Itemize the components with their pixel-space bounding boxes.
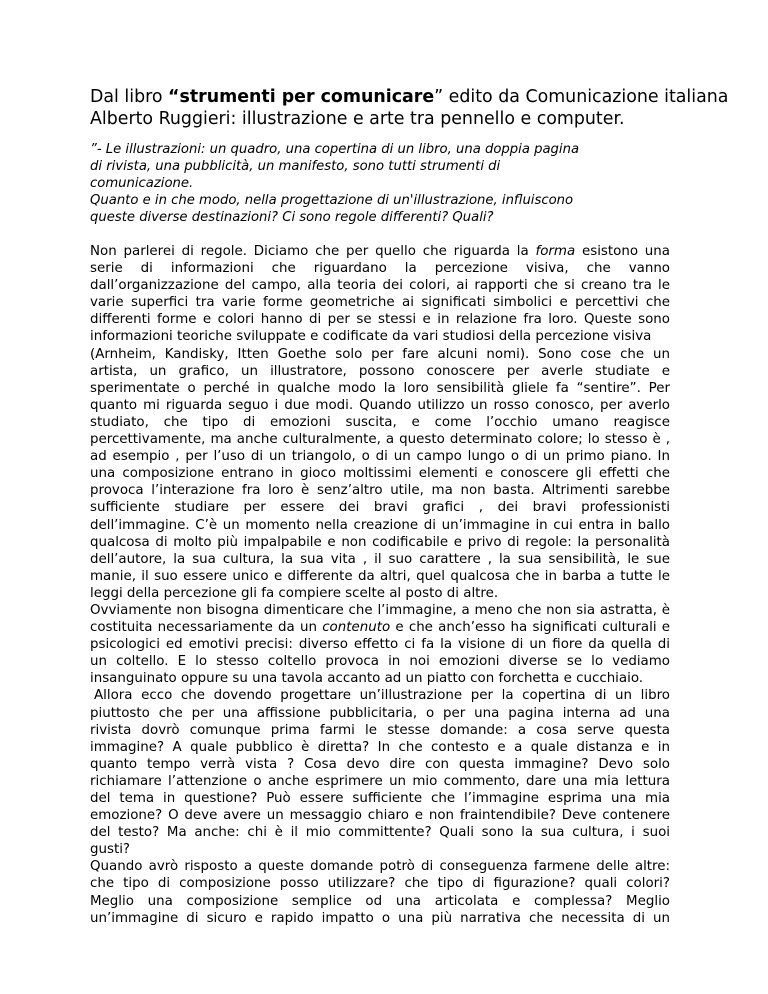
body-line: qualcosa di molto più impalpabile e non codificabile e privo di regole: la personalità xyxy=(90,534,670,550)
body-line: studiato, che tipo di emozioni suscita, e come l’occhio umano reagisce xyxy=(90,414,670,430)
question-line: comunicazione. xyxy=(90,176,194,191)
body-line: psicologici ed emotivi precisi: diverso effetto ci fa la visione di un fiore da quella di xyxy=(90,637,670,653)
body-line: serie di informazioni che riguardano la percezione visiva, che vanno xyxy=(90,261,670,277)
question-line: ”- Le illustrazioni: un quadro, una copertina di un libro, una doppia pagina xyxy=(90,142,580,157)
title-line-2: Alberto Ruggieri: illustrazione e arte tra pennello e computer. xyxy=(90,109,625,129)
body-line: varie superfici tra varie forme geometriche ai significati simbolici e percettivi che xyxy=(90,295,670,311)
body-line: gusti? xyxy=(90,842,131,858)
document-page xyxy=(90,0,729,927)
body-line: Meglio una composizione semplice od una articolata e complessa? Meglio xyxy=(90,893,670,909)
body-line: artista, un grafico, un illustratore, possono conoscere per averle studiate e xyxy=(90,363,670,379)
question-line: queste diverse destinazioni? Ci sono regole differenti? Quali? xyxy=(90,210,494,225)
body-line: insanguinato oppure su una tavola accanto ad un piatto con forchetta e cucchiaio. xyxy=(90,671,644,687)
body-line: quanto mi riguarda seguo i due modi. Quando utilizzo un rosso conosco, per averlo xyxy=(90,397,670,413)
body-line: quanto tempo verrà vista ? Cosa devo dire con questa immagine? Devo solo xyxy=(90,756,670,772)
body-line: dell’immagine. C’è un momento nella creazione di un’immagine in cui entra in ballo xyxy=(90,517,670,533)
body-line: percettivamente, ma anche culturalmente, a questo determinato colore; lo stesso è , xyxy=(90,432,670,448)
title-line-1: Dal libro “strumenti per comunicare” edito da Comunicazione italiana xyxy=(90,87,729,107)
body-line: una composizione entrano in gioco moltissimi elementi e conoscere gli effetti che xyxy=(90,466,670,482)
answer-body xyxy=(90,243,670,927)
body-line: Non parlerei di regole. Diciamo che per quello che riguarda la forma esistono una xyxy=(90,244,670,259)
body-line: informazioni teoriche sviluppate e codificate da vari studiosi della percezione visiva xyxy=(90,329,652,345)
question-line: Quanto e in che modo, nella progettazione di un'illustrazione, influiscono xyxy=(90,193,574,208)
book-title-bold: “strumenti per comunicare xyxy=(168,87,435,107)
document-title xyxy=(90,86,729,130)
body-line: Allora ecco che dovendo progettare un’illustrazione per la copertina di un libro xyxy=(94,688,670,704)
body-line: emozione? O deve avere un messaggio chiaro e non fraintendibile? Deve contenere xyxy=(90,808,670,824)
body-line: richiamare l’attenzione o anche esprimere un mio commento, dare una mia lettura xyxy=(90,773,670,789)
question-line: di rivista, una pubblicità, un manifesto, sono tutti strumenti di xyxy=(90,159,501,174)
body-line: un’immagine di sicuro e rapido impatto o una più narrativa che necessita di un xyxy=(90,910,670,926)
body-line: del testo? Ma anche: chi è il mio committente? Quali sono la sua cultura, i suoi xyxy=(90,825,670,841)
body-line: Quando avrò risposto a queste domande potrò di conseguenza farmene delle altre: xyxy=(90,859,670,875)
body-line: piuttosto che per una affissione pubblicitaria, o per una pagina interna ad una xyxy=(90,705,670,721)
body-line: (Arnheim, Kandisky, Itten Goethe solo per fare alcuni nomi). Sono cose che un xyxy=(90,346,670,362)
body-line: sufficiente studiare per essere dei bravi grafici , dei bravi professionisti xyxy=(90,500,670,516)
body-line: manie, il suo essere unico e differente da altri, quel qualcosa che in barba a tutte le xyxy=(90,568,670,584)
body-line: Ovviamente non bisogna dimenticare che l’immagine, a meno che non sia astratta, è xyxy=(90,602,670,618)
body-line: del tema in questione? Può essere sufficiente che l’immagine esprima una mia xyxy=(90,791,670,806)
interview-question xyxy=(90,141,670,226)
body-line: provoca l’interazione fra loro è senz’altro utile, ma non basta. Altrimenti sarebbe xyxy=(90,483,670,499)
body-line: rivista dovrò comunque prima farmi le stesse domande: a cosa serve questa xyxy=(90,722,670,738)
body-line: sperimentate o perché in qualche modo la loro sensibilità gliele fa “sentire”. Per xyxy=(90,380,670,396)
body-line: che tipo di composizione posso utilizzare? che tipo di figurazione? quali colori? xyxy=(90,876,670,892)
body-line: dall’organizzazione del campo, alla teoria dei colori, ai rapporti che si creano tra le xyxy=(90,278,670,294)
body-line: costituita necessariamente da un contenuto e che anch’esso ha significati culturali e xyxy=(90,620,670,636)
body-line: un coltello. E lo stesso coltello provoca in noi emozioni diverse se lo vediamo xyxy=(90,654,670,670)
body-line: differenti forme e colori hanno di per se stessi e in relazione fra loro. Queste sono xyxy=(90,312,670,328)
body-line: dell’autore, la sua cultura, la sua vita , il suo carattere , la sua sensibilità, le sue xyxy=(90,551,670,567)
body-line: immagine? A quale pubblico è diretta? In che contesto e a quale distanza e in xyxy=(90,739,670,755)
body-line: ad esempio , per l’uso di un triangolo, o di un campo lungo o di un primo piano. In xyxy=(90,449,670,465)
body-line: leggi della percezione gli fa compiere scelte al posto di altre. xyxy=(90,585,499,601)
